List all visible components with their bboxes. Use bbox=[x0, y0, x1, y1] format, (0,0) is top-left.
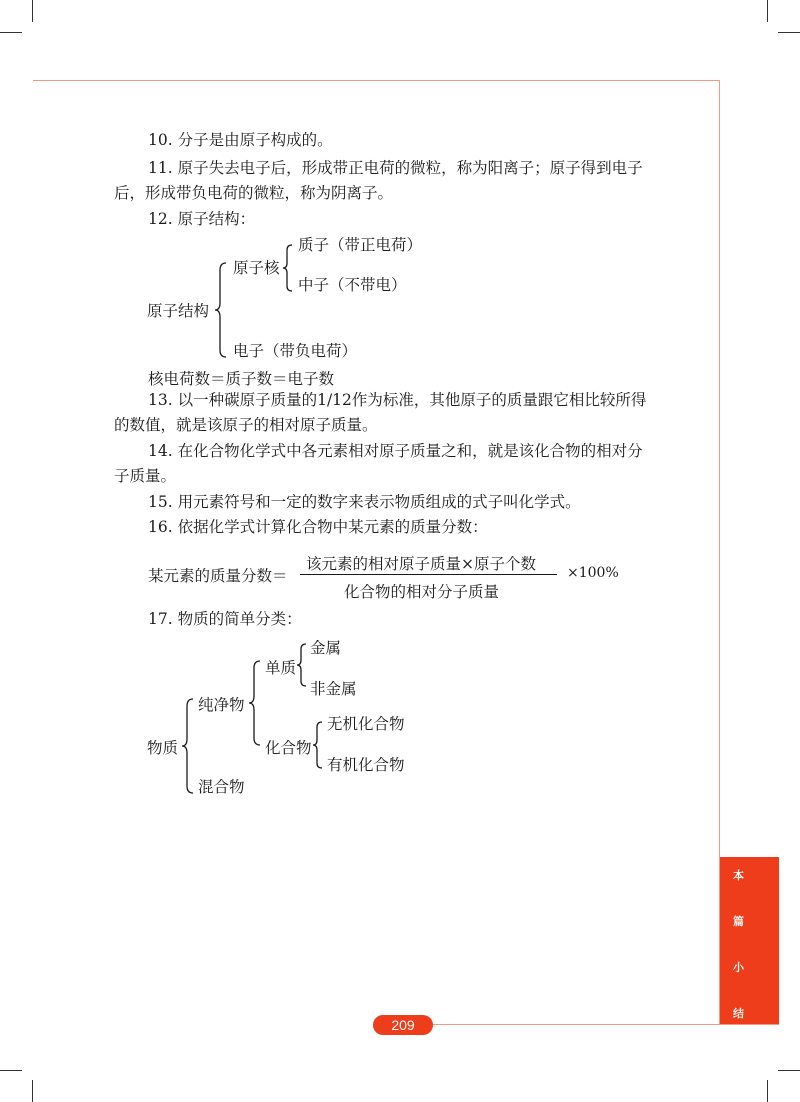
item-15: 15. 用元素符号和一定的数字来表示物质组成的式子叫化学式。 bbox=[148, 493, 581, 511]
mixture: 混合物 bbox=[198, 778, 245, 796]
bottom-rule bbox=[430, 1024, 779, 1025]
item-17: 17. 物质的简单分类： bbox=[148, 610, 302, 628]
metal: 金属 bbox=[310, 639, 342, 657]
left-brace-icon bbox=[281, 244, 295, 292]
atom-neutron: 中子（不带电） bbox=[298, 276, 407, 294]
atom-nucleus: 原子核 bbox=[233, 259, 280, 277]
top-rule bbox=[33, 80, 719, 81]
formula-numerator: 该元素的相对原子质量×原子个数 bbox=[306, 555, 536, 573]
atom-electron: 电子（带负电荷） bbox=[233, 342, 358, 360]
page-number: 209 bbox=[373, 1015, 433, 1035]
pure-substance: 纯净物 bbox=[198, 696, 245, 714]
item-13-line1: 13. 以一种碳原子质量的1/12作为标准，其他原子的质量跟它相比较所得 bbox=[148, 391, 647, 409]
item-12: 12. 原子结构： bbox=[148, 210, 256, 228]
item-10: 10. 分子是由原子构成的。 bbox=[148, 131, 333, 149]
crop-mark bbox=[767, 1080, 768, 1102]
left-brace-icon bbox=[213, 262, 229, 358]
formula-lhs: 某元素的质量分数＝ bbox=[148, 567, 288, 585]
crop-mark bbox=[767, 0, 768, 22]
item-13-line2: 的数值，就是该原子的相对原子质量。 bbox=[114, 416, 378, 434]
nonmetal: 非金属 bbox=[310, 680, 357, 698]
item-16: 16. 依据化学式计算化合物中某元素的质量分数： bbox=[148, 518, 488, 536]
matter-root: 物质 bbox=[147, 739, 179, 757]
compound: 化合物 bbox=[265, 739, 312, 757]
charge-equation: 核电荷数＝质子数＝电子数 bbox=[148, 370, 335, 388]
left-brace-icon bbox=[311, 721, 325, 769]
item-11-line1: 11. 原子失去电子后，形成带正电荷的微粒，称为阳离子；原子得到电子 bbox=[148, 159, 643, 177]
fraction-bar bbox=[300, 574, 557, 575]
organic-compound: 有机化合物 bbox=[327, 756, 405, 774]
formula-denominator: 化合物的相对分子质量 bbox=[344, 583, 500, 601]
crop-mark bbox=[778, 32, 800, 33]
atom-structure-root: 原子结构 bbox=[147, 302, 210, 320]
crop-mark bbox=[0, 1070, 22, 1071]
item-14-line2: 子质量。 bbox=[114, 467, 177, 485]
inorganic-compound: 无机化合物 bbox=[327, 715, 405, 733]
left-brace-icon bbox=[247, 660, 263, 746]
tab-char: 本 bbox=[733, 869, 744, 882]
item-11-line2: 后，形成带负电荷的微粒，称为阴离子。 bbox=[114, 184, 394, 202]
left-brace-icon bbox=[180, 698, 196, 794]
tab-char: 小 bbox=[733, 961, 744, 974]
crop-mark bbox=[0, 32, 22, 33]
item-14-line1: 14. 在化合物化学式中各元素相对原子质量之和，就是该化合物的相对分 bbox=[148, 442, 643, 460]
tab-char: 结 bbox=[733, 1007, 744, 1020]
formula-factor: ×100% bbox=[567, 565, 619, 581]
chapter-summary-tab bbox=[720, 857, 779, 1024]
tab-char: 篇 bbox=[733, 915, 744, 928]
crop-mark bbox=[32, 1080, 33, 1102]
left-brace-icon bbox=[295, 643, 309, 687]
crop-mark bbox=[32, 0, 33, 22]
crop-mark bbox=[778, 1070, 800, 1071]
element-substance: 单质 bbox=[265, 659, 297, 677]
atom-proton: 质子（带正电荷） bbox=[298, 236, 423, 254]
